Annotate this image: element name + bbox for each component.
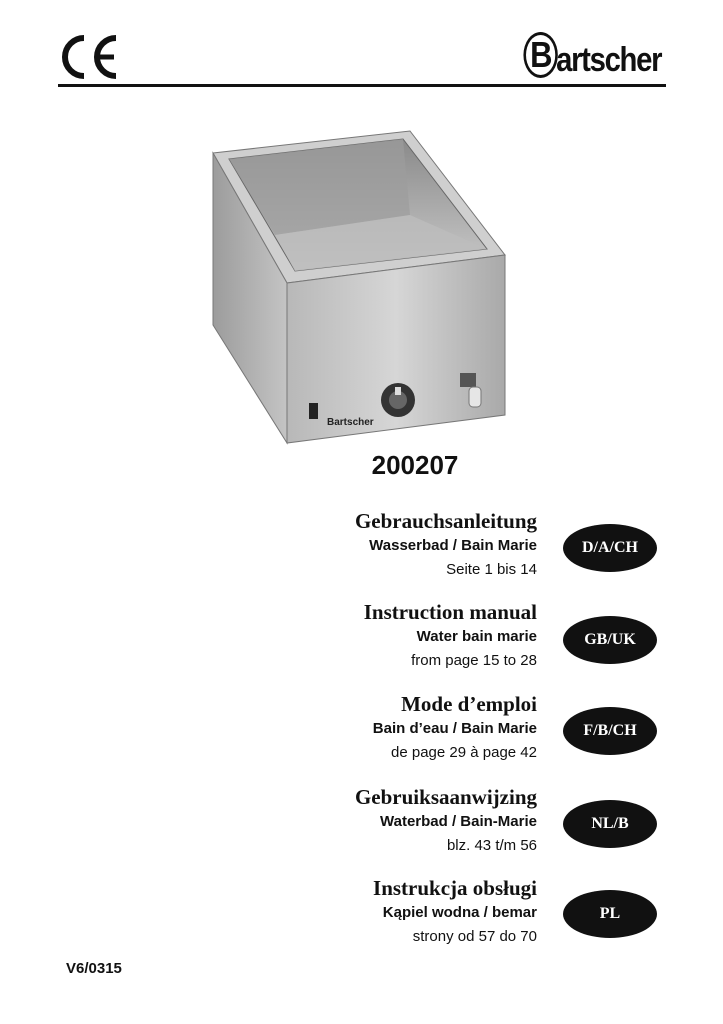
manual-title: Gebrauchsanleitung [354, 509, 537, 533]
model-number: 200207 [371, 450, 459, 480]
manual-subtitle: Waterbad / Bain-Marie [380, 813, 537, 830]
manual-pages: strony od 57 do 70 [412, 928, 537, 945]
brand-logo-text: artscher [555, 41, 661, 79]
region-badge-nl: NL/B [563, 800, 657, 848]
header-divider [58, 84, 666, 87]
manual-entry-pl [157, 875, 537, 949]
manual-subtitle: Water bain marie [416, 628, 537, 645]
bain-marie-product-image [205, 125, 515, 455]
manual-pages: Seite 1 bis 14 [446, 561, 537, 578]
region-badge-de: D/A/CH [563, 524, 657, 572]
manual-pages: de page 29 à page 42 [391, 744, 537, 761]
brand-logo-initial: B [523, 32, 557, 78]
manual-title: Gebruiksaanwijzing [354, 785, 537, 809]
brand-logo [523, 34, 661, 78]
manual-subtitle: Bain d’eau / Bain Marie [372, 720, 537, 737]
manual-subtitle: Kąpiel wodna / bemar [382, 904, 537, 921]
manual-pages: from page 15 to 28 [411, 652, 537, 669]
region-badge-pl: PL [563, 890, 657, 938]
manual-title: Mode d’emploi [401, 692, 537, 716]
manual-title: Instruction manual [363, 600, 537, 624]
manual-subtitle: Wasserbad / Bain Marie [369, 537, 537, 554]
region-badge-fr: F/B/CH [563, 707, 657, 755]
document-version: V6/0315 [66, 960, 122, 977]
region-badge-en: GB/UK [563, 616, 657, 664]
manual-entry-en [157, 599, 537, 673]
manual-pages: blz. 43 t/m 56 [446, 837, 537, 854]
panel-brand-label: Bartscher [327, 417, 374, 428]
manual-entry-nl [157, 784, 537, 858]
ce-mark-icon [58, 34, 120, 80]
manual-title: Instrukcja obsługi [373, 876, 537, 900]
manual-entry-de [157, 508, 537, 582]
manual-entry-fr [157, 691, 537, 765]
